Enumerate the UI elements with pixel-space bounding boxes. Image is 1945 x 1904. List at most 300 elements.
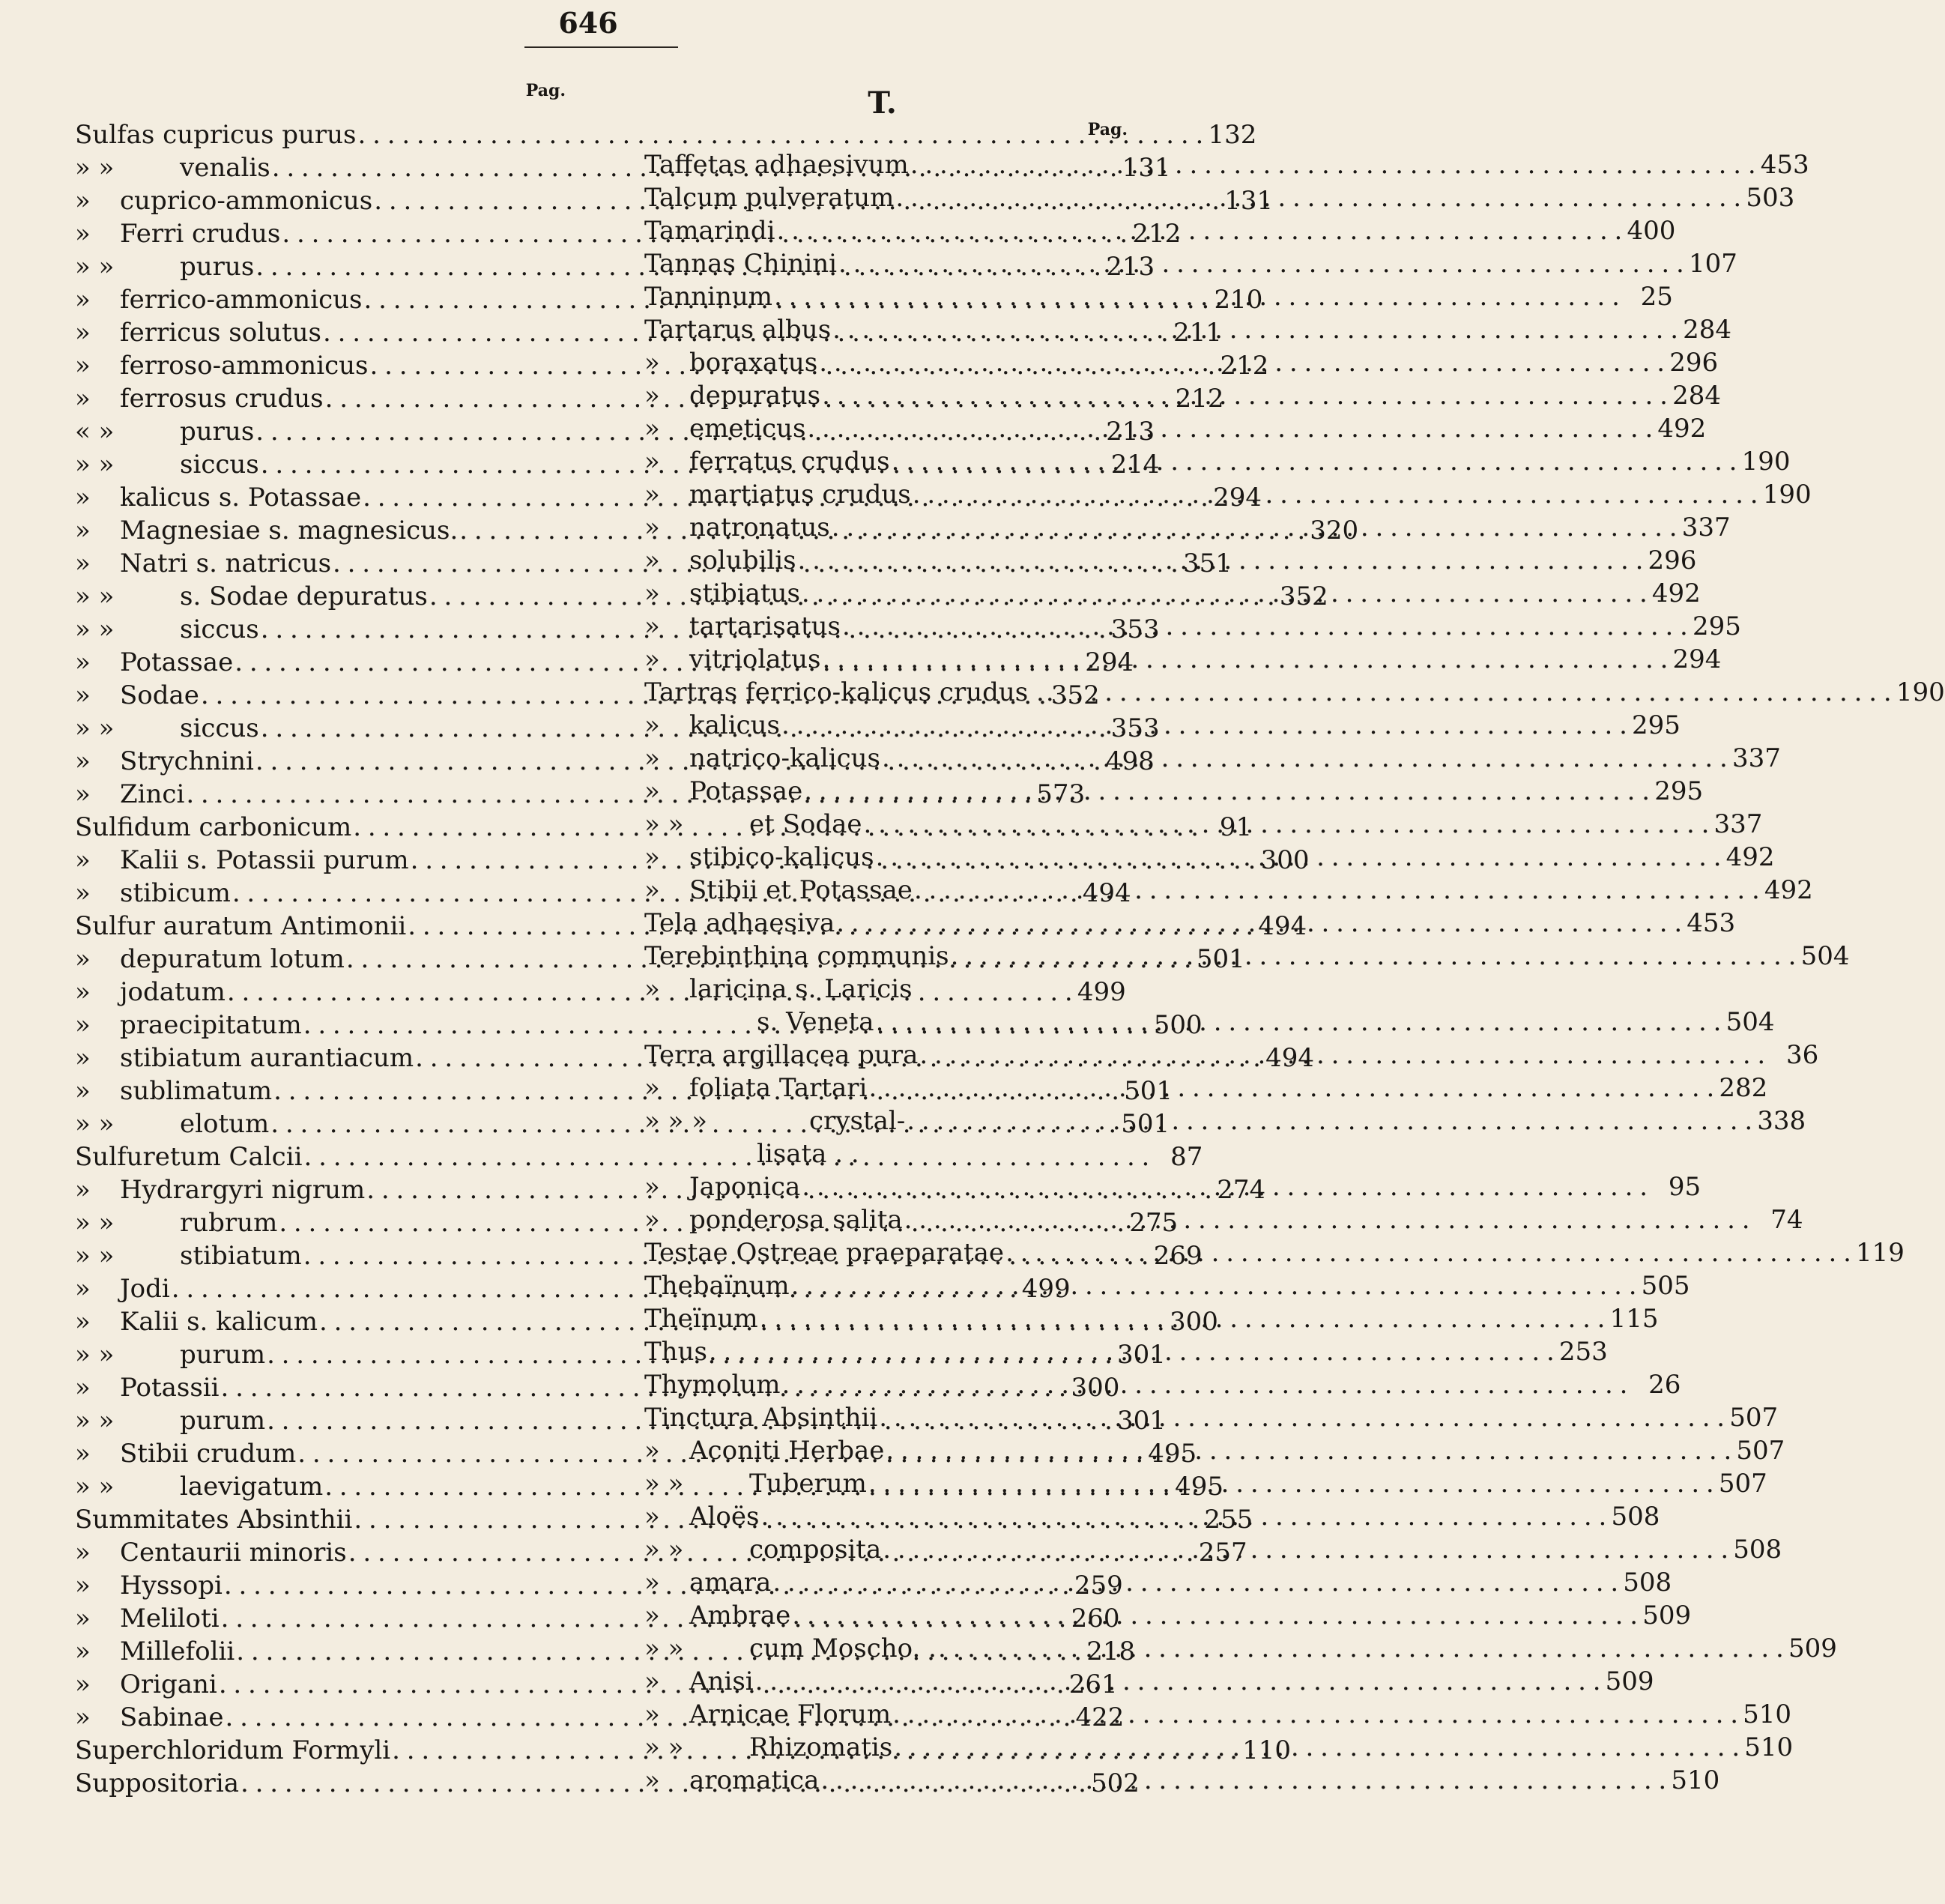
entry-page: 498 (1105, 746, 1155, 776)
entry-name: Ambrae (689, 1601, 791, 1631)
entry-name: Testae Ostreae praeparatae (644, 1238, 1005, 1268)
entry-name: siccus (180, 450, 259, 480)
entry-name: Sodae (120, 680, 199, 710)
ditto-mark: » (644, 1699, 660, 1729)
dot-leader (892, 445, 1737, 478)
entry-page: 353 (1110, 713, 1160, 743)
entry-page: 510 (1743, 1699, 1792, 1729)
entry-name: vitriolatus (689, 644, 821, 674)
dot-leader (807, 412, 1652, 445)
ditto-mark: » » (644, 1535, 684, 1565)
entry-name: kalicus (689, 710, 781, 740)
ditto-mark: » (75, 318, 91, 348)
entry-name: stibico-kalicus (689, 842, 874, 872)
entry-page: 300 (1260, 845, 1310, 875)
dot-leader (876, 1006, 1721, 1039)
ditto-mark: » » (644, 1732, 684, 1762)
ditto-mark: » (644, 513, 660, 543)
ditto-mark: » (75, 483, 91, 513)
entry-name: kalicus s. Potassae (120, 483, 362, 513)
entry-page: 131 (1122, 153, 1171, 183)
ditto-mark: » (644, 710, 660, 740)
entry-page: 508 (1611, 1502, 1660, 1532)
entry-name: purum (180, 1340, 266, 1370)
entry-page: 353 (1110, 614, 1160, 644)
ditto-mark: » (75, 1010, 91, 1040)
entry-page: 509 (1605, 1666, 1654, 1696)
entry-page: 509 (1788, 1633, 1837, 1663)
ditto-mark: » (644, 381, 660, 411)
entry-name: Origani (120, 1669, 217, 1699)
entry-name: Potassae (689, 776, 803, 806)
entry-name: laevigatum (180, 1472, 324, 1502)
entry-name: purum (180, 1406, 266, 1436)
entry-page: 499 (1021, 1274, 1071, 1304)
ditto-mark: » (644, 842, 660, 872)
ditto-mark: » (75, 384, 91, 414)
entry-page: 400 (1627, 216, 1676, 246)
index-entry (644, 676, 1945, 709)
entry-page: 494 (1082, 878, 1131, 908)
entry-name: stibicum (120, 878, 231, 908)
entry-page: 284 (1683, 315, 1732, 345)
entry-name: laricina s. Laricis (689, 974, 913, 1004)
ditto-mark: » » (75, 1472, 115, 1502)
entry-name: Terebinthina communis (644, 941, 949, 971)
entry-name: Anisi (689, 1666, 754, 1696)
entry-page: 211 (1173, 318, 1222, 348)
entry-name: Sulfur auratum Antimonii (75, 911, 407, 941)
ditto-mark: » (75, 1043, 91, 1073)
ditto-mark: » (644, 578, 660, 608)
entry-name: ferratus crudus (689, 447, 890, 477)
entry-name: Potassae (120, 647, 234, 677)
dot-leader (1005, 1236, 1851, 1269)
entry-name: Arnicae Florum (689, 1699, 892, 1729)
entry-name: stibiatum (180, 1241, 302, 1271)
entry-name: Theïnum (644, 1304, 758, 1334)
entry-name: crystal- (809, 1106, 906, 1136)
entry-name: boraxatus (689, 348, 818, 378)
entry-page: 212 (1132, 219, 1182, 249)
entry-page: 320 (1310, 516, 1359, 545)
dot-leader (802, 1170, 1647, 1203)
entry-name: siccus (180, 614, 259, 644)
entry-page: 510 (1671, 1765, 1720, 1795)
ditto-mark: » (75, 746, 91, 776)
entry-page: 210 (1214, 285, 1263, 315)
entry-page: 507 (1736, 1436, 1785, 1466)
dot-leader (886, 1434, 1731, 1467)
dot-leader (914, 874, 1759, 907)
entry-page: 300 (1071, 1373, 1120, 1403)
ditto-mark: » (644, 1568, 660, 1598)
entry-page: 294 (1213, 483, 1262, 513)
entry-name: s. Sodae depuratus (180, 581, 428, 611)
ditto-mark: » » (75, 1208, 115, 1238)
entry-name: composita (749, 1535, 882, 1565)
entry-page: 115 (1609, 1304, 1659, 1334)
ditto-mark: » (75, 1373, 91, 1403)
ditto-mark: » (75, 1076, 91, 1106)
dot-leader (798, 544, 1643, 577)
entry-page: 337 (1681, 513, 1731, 543)
ditto-mark: » (75, 1175, 91, 1205)
entry-name: tartarisatus (689, 611, 841, 641)
dot-leader (819, 346, 1664, 379)
dot-leader (772, 1566, 1618, 1599)
index-entry (644, 973, 1128, 1006)
entry-page: 296 (1648, 545, 1697, 575)
entry-page: 507 (1729, 1403, 1779, 1433)
entry-page: 25 (1640, 282, 1673, 312)
left-column-header (75, 81, 566, 118)
pag-label: Pag. (525, 81, 566, 100)
dot-leader (755, 1665, 1600, 1698)
entry-name: Superchloridum Formyli (75, 1735, 391, 1765)
ditto-mark: » (644, 644, 660, 674)
entry-name: depuratus (689, 381, 821, 411)
entry-name: Aloës (689, 1502, 760, 1532)
entry-page: 213 (1106, 252, 1155, 282)
entry-page: 492 (1651, 578, 1701, 608)
ditto-mark: » (75, 219, 91, 249)
entry-page: 337 (1731, 743, 1781, 773)
ditto-mark: » (75, 1669, 91, 1699)
entry-name: praecipitatum (120, 1010, 302, 1040)
entry-name: cum Moscho. . (749, 1633, 937, 1663)
entry-name: depuratum lotum (120, 944, 345, 974)
entry-page: 296 (1669, 348, 1719, 378)
entry-name: ferricus solutus (120, 318, 321, 348)
entry-name: Tannas Chinini (644, 249, 837, 279)
ditto-mark: » (75, 1274, 91, 1304)
entry-name: emeticus (689, 414, 806, 444)
ditto-mark: » (644, 414, 660, 444)
ditto-mark: » (644, 1765, 660, 1795)
entry-page: 284 (1672, 381, 1721, 411)
ditto-mark: » » (644, 1469, 684, 1499)
entry-name: Potassii (120, 1373, 220, 1403)
entry-name: Sulfas cupricus purus (75, 120, 357, 150)
dot-leader (709, 1335, 1554, 1368)
entry-page: 507 (1718, 1469, 1767, 1499)
entry-page: 218 (1086, 1636, 1136, 1666)
dot-leader (910, 148, 1755, 181)
entry-page: 119 (1856, 1238, 1905, 1268)
entry-page: 190 (1741, 447, 1791, 477)
entry-name: purus (180, 252, 255, 282)
entry-page: 504 (1725, 1007, 1775, 1037)
entry-name: Jodi (120, 1274, 170, 1304)
entry-page: 509 (1642, 1601, 1692, 1631)
entry-page: 275 (1129, 1208, 1179, 1238)
dot-leader (876, 841, 1721, 874)
entry-name: Kalii s. kalicum (120, 1307, 318, 1337)
dot-leader (822, 379, 1667, 412)
entry-page: 492 (1764, 875, 1813, 905)
dot-leader (895, 181, 1740, 214)
entry-page: 508 (1623, 1568, 1672, 1598)
entry-name: venalis (180, 153, 270, 183)
ditto-mark: » (75, 1636, 91, 1666)
entry-name: Meliloti (120, 1604, 220, 1633)
entry-name: ferroso-ammonicus (120, 351, 369, 381)
dot-leader (802, 577, 1647, 610)
ditto-mark: » (75, 845, 91, 875)
entry-page: 260 (1071, 1604, 1120, 1633)
entry-page: 501 (1196, 944, 1245, 974)
dot-leader (894, 1731, 1739, 1764)
entry-page: 259 (1074, 1571, 1123, 1601)
ditto-mark: » (75, 186, 91, 216)
ditto-mark: » » (75, 614, 115, 644)
ditto-mark: « » (75, 417, 115, 447)
ditto-mark: » (644, 348, 660, 378)
dot-leader (832, 511, 1677, 544)
dot-leader (804, 775, 1649, 808)
entry-page: 301 (1117, 1406, 1166, 1436)
entry-name: Centaurii minoris (120, 1538, 347, 1568)
entry-name: Magnesiae s. magnesicus. (120, 516, 459, 545)
entry-name: Tamarindi (644, 216, 775, 246)
entry-page: 212 (1220, 351, 1269, 381)
ditto-mark: » (75, 680, 91, 710)
ditto-mark: » (644, 875, 660, 905)
ditto-mark: » » (75, 1241, 115, 1271)
entry-name: Ferri crudus (120, 219, 281, 249)
dot-leader (791, 1269, 1636, 1302)
entry-name: Tartarus albus (644, 315, 832, 345)
ditto-mark: » (75, 779, 91, 809)
entry-name: lisata . . (757, 1139, 859, 1169)
entry-name: Tuberum (749, 1469, 867, 1499)
ditto-mark: » (75, 1571, 91, 1601)
entry-page: 453 (1760, 150, 1809, 180)
entry-name: Thus (644, 1337, 707, 1367)
ditto-mark: » (644, 447, 660, 477)
entry-name: Tartras ferrico-kalicus crudus . (644, 677, 1044, 707)
dot-leader (938, 1632, 1783, 1665)
entry-page: 505 (1641, 1271, 1690, 1301)
ditto-mark: » (75, 1702, 91, 1732)
ditto-mark: » » (644, 1633, 684, 1663)
entry-name: amara (689, 1568, 772, 1598)
ditto-mark: » (644, 1502, 660, 1532)
entry-page: 337 (1713, 809, 1763, 839)
ditto-mark: » (644, 545, 660, 575)
entry-page: 91 (1219, 812, 1253, 842)
entry-page: 499 (1077, 977, 1126, 1007)
dot-leader (892, 1698, 1737, 1731)
entry-name: Zinci (120, 779, 185, 809)
index-entry (644, 1698, 1792, 1731)
dot-leader (919, 1039, 1764, 1072)
dot-leader (832, 313, 1678, 346)
entry-page: 131 (1224, 186, 1274, 216)
entry-page: 190 (1762, 480, 1812, 510)
dot-leader (882, 742, 1727, 775)
header-rule (524, 46, 678, 48)
entry-name: Sabinae (120, 1702, 224, 1732)
ditto-mark: » (644, 1601, 660, 1631)
entry-page: 213 (1106, 417, 1155, 447)
entry-name: Strychnini (120, 746, 254, 776)
entry-page: 87 (1170, 1142, 1203, 1172)
ditto-mark: » » (75, 450, 115, 480)
ditto-mark: » (644, 1666, 660, 1696)
entry-name: Hyssopi (120, 1571, 223, 1601)
dot-leader (907, 1104, 1752, 1137)
index-entry (644, 1665, 1654, 1698)
index-entry (644, 643, 1722, 676)
dot-leader (782, 1368, 1627, 1401)
ditto-mark: » (75, 516, 91, 545)
ditto-mark: » (75, 977, 91, 1007)
entry-name: Talcum pulveratum (644, 183, 895, 213)
entry-page: 26 (1648, 1370, 1681, 1400)
entry-name: ferrico-ammonicus (120, 285, 363, 315)
index-entry (644, 1368, 1681, 1401)
dot-leader (951, 940, 1796, 973)
dot-leader (774, 280, 1619, 313)
entry-name: natronatus (689, 513, 830, 543)
dot-leader (879, 1401, 1724, 1434)
dot-leader (838, 247, 1684, 280)
entry-name: cuprico-ammonicus (120, 186, 373, 216)
entry-name: stibiatus (689, 578, 800, 608)
entry-page: 301 (1117, 1340, 1166, 1370)
entry-name: Rhizomatis (749, 1732, 893, 1762)
entry-page: 495 (1148, 1439, 1197, 1469)
dot-leader (820, 1764, 1666, 1797)
entry-page: 501 (1124, 1076, 1173, 1106)
dot-leader (823, 643, 1668, 676)
entry-name: Summitates Absinthii (75, 1505, 353, 1535)
ditto-mark: » » (75, 153, 115, 183)
index-entry (644, 1137, 1128, 1170)
entry-name: stibiatum aurantiacum (120, 1043, 414, 1073)
ditto-mark: » (75, 548, 91, 578)
ditto-mark: » » (75, 713, 115, 743)
entry-page: 295 (1632, 710, 1681, 740)
dot-leader (842, 610, 1687, 643)
index-entry (644, 1599, 1692, 1632)
dot-leader (868, 1072, 1713, 1104)
entry-name: Millefolii (120, 1636, 235, 1666)
entry-page: 214 (1110, 450, 1160, 480)
entry-page: 212 (1175, 384, 1224, 414)
dot-leader (781, 709, 1627, 742)
entry-page: 510 (1744, 1732, 1794, 1762)
ditto-mark: » » (75, 252, 115, 282)
entry-page: 352 (1050, 680, 1100, 710)
entry-page: 294 (1672, 644, 1722, 674)
entry-name: siccus (180, 713, 259, 743)
entry-name: Suppositoria (75, 1768, 240, 1798)
page-number: 646 (558, 6, 618, 40)
ditto-mark: » » » (644, 1106, 708, 1136)
entry-page: 573 (1036, 779, 1086, 809)
entry-page: 295 (1692, 611, 1741, 641)
ditto-mark: » (644, 1172, 660, 1202)
dot-leader (868, 1467, 1713, 1500)
entry-name: elotum (180, 1109, 270, 1139)
entry-page: 132 (1208, 120, 1257, 150)
entry-page: 338 (1757, 1106, 1806, 1136)
ditto-mark: » (75, 1538, 91, 1568)
entry-name: jodatum (120, 977, 226, 1007)
entry-name: Tela adhaesiva (644, 908, 835, 938)
entry-name: Hydrargyri nigrum (120, 1175, 366, 1205)
entry-page: 352 (1279, 581, 1328, 611)
ditto-mark: » » (644, 809, 684, 839)
entry-name: Stibii et Potassae (689, 875, 913, 905)
ditto-mark: » » (75, 1109, 115, 1139)
dot-leader (760, 1302, 1605, 1335)
entry-name: Japonica (689, 1172, 801, 1202)
entry-page: 282 (1719, 1073, 1768, 1103)
entry-name: martiatus crudus (689, 480, 911, 510)
entry-name: purus (180, 417, 255, 447)
entry-name: Thebaïnum (644, 1271, 790, 1301)
ditto-mark: » (75, 1439, 91, 1469)
ditto-mark: » (75, 878, 91, 908)
entry-page: 95 (1668, 1172, 1702, 1202)
pag-label: Pag. (1087, 120, 1128, 139)
entry-page: 261 (1068, 1669, 1118, 1699)
entry-name: Sulfuretum Calcii (75, 1142, 303, 1172)
entry-name: Tinctura Absinthii (644, 1403, 878, 1433)
dot-leader (776, 214, 1621, 247)
index-entry (644, 775, 1704, 808)
ditto-mark: » (644, 743, 660, 773)
ditto-mark: » (75, 1307, 91, 1337)
entry-page: 269 (1153, 1241, 1203, 1271)
entry-page: 494 (1258, 911, 1307, 941)
entry-name: solubilis (689, 545, 796, 575)
entry-page: 492 (1725, 842, 1775, 872)
ditto-mark: » (644, 776, 660, 806)
ditto-mark: » (644, 480, 660, 510)
entry-name: s. Veneta (757, 1007, 874, 1037)
entry-page: 503 (1746, 183, 1795, 213)
entry-page: 492 (1657, 414, 1707, 444)
entry-name: Tanninum (644, 282, 773, 312)
section-letter: T. (868, 85, 897, 121)
entry-page: 502 (1091, 1768, 1140, 1798)
entry-page: 300 (1169, 1307, 1218, 1337)
entry-page: 110 (1242, 1735, 1291, 1765)
entry-name: natrico-kalicus (689, 743, 880, 773)
entry-name: Taffetas adhaesivum (644, 150, 909, 180)
entry-name: Kalii s. Potassii purum (120, 845, 409, 875)
entry-name: Stibii crudum (120, 1439, 297, 1469)
entry-page: 295 (1654, 776, 1704, 806)
entry-page: 294 (1085, 647, 1134, 677)
ditto-mark: » (644, 611, 660, 641)
entry-name: sublimatum (120, 1076, 273, 1106)
entry-name: rubrum (180, 1208, 278, 1238)
ditto-mark: » (644, 1073, 660, 1103)
ditto-mark: » (644, 1205, 660, 1235)
entry-page: 501 (1121, 1109, 1170, 1139)
entry-page: 504 (1800, 941, 1850, 971)
index-entry (644, 1566, 1672, 1599)
dot-leader (913, 478, 1758, 511)
ditto-mark: » (75, 944, 91, 974)
dot-leader (760, 1500, 1606, 1533)
